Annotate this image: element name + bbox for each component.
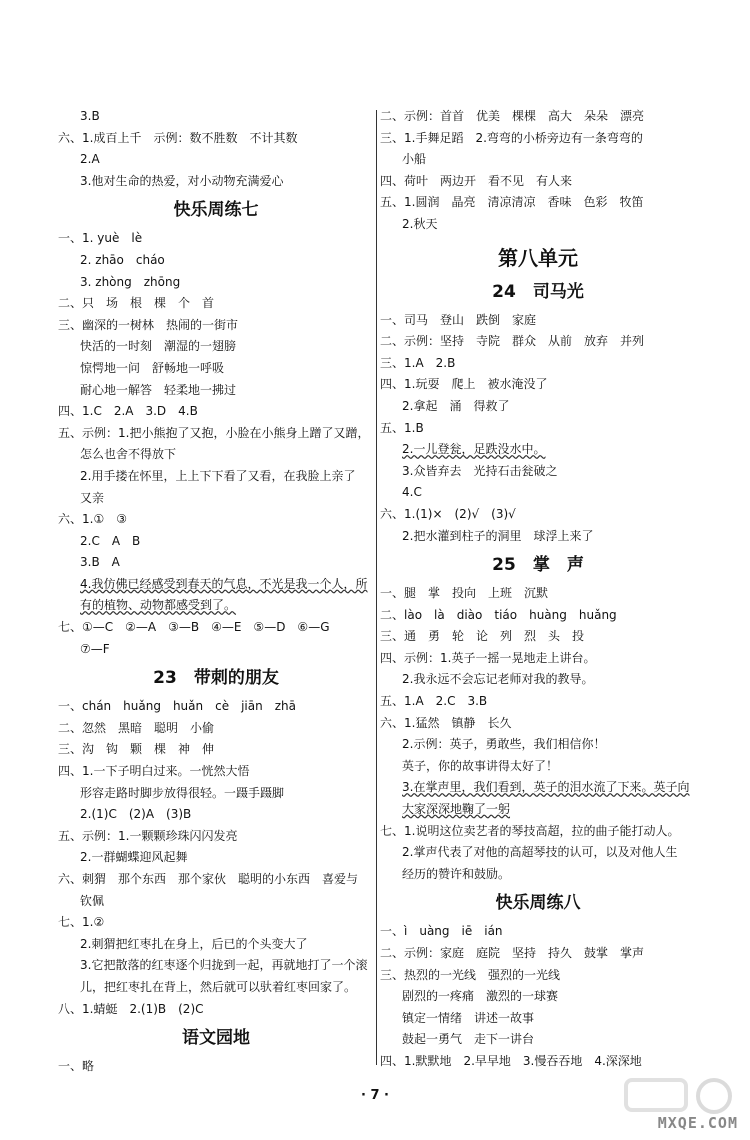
answer-text: 儿，把红枣扎在背上，然后就可以驮着红枣回家了。 bbox=[80, 979, 357, 994]
answer-text: 三、幽深的一树林 热闹的一街市 bbox=[58, 317, 239, 332]
watermark-text: MXQE.COM bbox=[657, 1114, 738, 1132]
answer-line bbox=[58, 423, 374, 445]
answer-text: 3.众皆弃去 光持石击瓮破之 bbox=[402, 463, 558, 478]
answer-line bbox=[58, 826, 374, 848]
answer-line bbox=[380, 605, 696, 627]
answer-line bbox=[58, 250, 374, 272]
answer-text: 4.我仿佛已经感受到春天的气息，不光是我一个人，所 bbox=[80, 576, 368, 591]
answer-text: 惊愕地一问 舒畅地一呼吸 bbox=[80, 360, 225, 375]
answer-line bbox=[58, 891, 374, 913]
answer-line bbox=[380, 526, 696, 548]
answer-line bbox=[380, 331, 696, 353]
answer-text: 三、沟 钩 颗 棵 神 伸 bbox=[58, 742, 215, 757]
answer-line bbox=[58, 977, 374, 999]
answer-line bbox=[380, 461, 696, 483]
answer-text: 2.用手搂在怀里，上上下下看了又看，在我脸上亲了 bbox=[80, 468, 356, 483]
column-divider bbox=[376, 110, 377, 1065]
answer-text: 二、只 场 根 棵 个 首 bbox=[58, 296, 215, 311]
answer-text: 二、示例：家庭 庭院 坚持 持久 鼓掌 掌声 bbox=[380, 946, 645, 960]
answer-text: 八、1.蜻蜓 2.(1)B (2)C bbox=[58, 1001, 204, 1016]
answer-line bbox=[58, 574, 374, 596]
answer-line bbox=[380, 310, 696, 332]
answer-text: 四、1.C 2.A 3.D 4.B bbox=[58, 404, 198, 419]
answer-text: 2.掌声代表了对他的高超琴技的认可，以及对他人生 bbox=[402, 845, 678, 860]
answer-line bbox=[58, 293, 374, 315]
answer-text: 4.C bbox=[402, 485, 422, 500]
answer-line bbox=[58, 804, 374, 826]
right-column bbox=[380, 106, 696, 1073]
answer-text: ⑦—F bbox=[80, 641, 110, 656]
answer-text: 三、1.A 2.B bbox=[380, 355, 456, 370]
answer-line bbox=[380, 756, 696, 778]
answer-line bbox=[58, 488, 374, 510]
answer-text: 四、1.默默地 2.早早地 3.慢吞吞地 4.深深地 bbox=[380, 1053, 642, 1068]
heading-text: 第八单元 bbox=[498, 245, 578, 270]
answer-text: 六、1.成百上千 示例：数不胜数 不计其数 bbox=[58, 130, 298, 145]
answer-text: 3.B bbox=[80, 109, 100, 123]
left-column bbox=[58, 106, 374, 1078]
answer-line bbox=[58, 106, 374, 128]
section-heading bbox=[380, 246, 696, 270]
answer-line bbox=[380, 777, 696, 799]
answer-text: 快活的一时刻 潮湿的一翅膀 bbox=[80, 339, 237, 354]
answer-line bbox=[58, 272, 374, 294]
heading-text: 24 司马光 bbox=[492, 281, 584, 302]
answer-line bbox=[380, 1051, 696, 1073]
answer-text: 一、1. yuè lè bbox=[58, 231, 143, 246]
answer-text: 一、腿 掌 投向 上班 沉默 bbox=[380, 586, 549, 601]
answer-line bbox=[58, 509, 374, 531]
answer-line bbox=[58, 444, 374, 466]
answer-line bbox=[58, 639, 374, 661]
answer-text: 七、1.② bbox=[58, 915, 105, 930]
answer-line bbox=[58, 718, 374, 740]
answer-line bbox=[380, 374, 696, 396]
heading-text: 23 带刺的朋友 bbox=[153, 668, 279, 689]
answer-line bbox=[380, 192, 696, 214]
answer-text: 六、刺猬 那个东西 那个家伙 聪明的小东西 喜爱与 bbox=[58, 872, 359, 886]
answer-text: 三、通 勇 轮 论 列 烈 头 投 bbox=[380, 629, 585, 644]
answer-line bbox=[380, 439, 696, 461]
answer-text: 四、1.玩耍 爬上 被水淹没了 bbox=[380, 377, 548, 392]
answer-line bbox=[380, 821, 696, 843]
answer-line bbox=[380, 396, 696, 418]
answer-text: 五、1.圆润 晶亮 清凉清凉 香味 色彩 牧笛 bbox=[380, 195, 644, 210]
answer-text: 2.我永远不会忘记老师对我的教导。 bbox=[402, 672, 594, 687]
answer-line bbox=[380, 943, 696, 965]
answer-text: 2.一群蝴蝶迎风起舞 bbox=[80, 850, 188, 865]
answer-text: 五、1.A 2.C 3.B bbox=[380, 694, 488, 709]
answer-line bbox=[380, 842, 696, 864]
answer-text: 二、示例：坚持 寺院 群众 从前 放弃 并列 bbox=[380, 334, 645, 349]
answer-text: 怎么也舍不得放下 bbox=[80, 447, 177, 462]
answer-line bbox=[58, 999, 374, 1021]
answer-text: 六、1.① ③ bbox=[58, 512, 127, 527]
answer-line bbox=[380, 171, 696, 193]
answer-text: 鼓起一勇气 走下一讲台 bbox=[402, 1032, 535, 1047]
answer-line bbox=[380, 734, 696, 756]
answer-text: 3.在掌声里，我们看到，英子的泪水流了下来。英子向 bbox=[402, 780, 690, 795]
answer-line bbox=[380, 128, 696, 150]
answer-text: 三、热烈的一光线 强烈的一光线 bbox=[380, 967, 561, 982]
answer-line bbox=[58, 955, 374, 977]
answer-line bbox=[58, 847, 374, 869]
answer-line bbox=[58, 739, 374, 761]
answer-line bbox=[380, 799, 696, 821]
answer-text: 钦佩 bbox=[80, 893, 105, 908]
answer-line bbox=[380, 864, 696, 886]
answer-line bbox=[380, 149, 696, 171]
answer-text: 大家深深地鞠了一躬 bbox=[402, 802, 511, 817]
answer-text: 经历的赞许和鼓励。 bbox=[402, 866, 511, 881]
answer-line bbox=[58, 149, 374, 171]
answer-text: 一、略 bbox=[58, 1059, 95, 1074]
heading-text: 25 掌 声 bbox=[492, 555, 584, 576]
answer-text: 七、①—C ②—A ③—B ④—E ⑤—D ⑥—G bbox=[58, 620, 330, 635]
answer-line bbox=[58, 531, 374, 553]
answer-text: 四、1.一下子明白过来。一恍然大悟 bbox=[58, 764, 250, 779]
answer-text: 五、示例：1.把小熊抱了又抱，小脸在小熊身上蹭了又蹭， bbox=[58, 425, 370, 440]
heading-text: 快乐周练八 bbox=[495, 893, 581, 914]
answer-line bbox=[58, 380, 374, 402]
answer-text: 3.B A bbox=[80, 555, 120, 570]
heading-text: 快乐周练七 bbox=[173, 200, 259, 221]
answer-line bbox=[380, 106, 696, 128]
answer-text: 镇定一情绪 讲述一故事 bbox=[402, 1010, 535, 1025]
answer-line bbox=[58, 401, 374, 423]
answer-line bbox=[380, 504, 696, 526]
answer-text: 四、荷叶 两边开 看不见 有人来 bbox=[380, 173, 573, 188]
answer-line bbox=[58, 336, 374, 358]
answer-line bbox=[380, 965, 696, 987]
answer-text: 2.A bbox=[80, 152, 100, 167]
answer-line bbox=[58, 171, 374, 193]
answer-text: 三、1.手舞足蹈 2.弯弯的小桥旁边有一条弯弯的 bbox=[380, 130, 643, 145]
answer-line bbox=[380, 691, 696, 713]
section-heading bbox=[380, 553, 696, 577]
answer-line bbox=[58, 466, 374, 488]
answer-line bbox=[58, 358, 374, 380]
answer-line bbox=[58, 128, 374, 150]
answer-text: 2.示例：英子，勇敢些，我们相信你！ bbox=[402, 737, 606, 752]
answer-line bbox=[380, 214, 696, 236]
answer-text: 2.一儿登瓮，足跌没水中。 bbox=[402, 442, 546, 457]
answer-text: 二、示例：首首 优美 棵棵 高大 朵朵 漂亮 bbox=[380, 109, 645, 123]
answer-text: 2.(1)C (2)A (3)B bbox=[80, 807, 192, 822]
answer-line bbox=[58, 595, 374, 617]
section-heading bbox=[380, 891, 696, 915]
answer-text: 剧烈的一疼痛 激烈的一球赛 bbox=[402, 989, 559, 1004]
answer-text: 一、chán huǎng huǎn cè jiān zhā bbox=[58, 699, 296, 714]
heading-text: 语文园地 bbox=[182, 1028, 250, 1049]
answer-text: 2.秋天 bbox=[402, 216, 438, 231]
answer-line bbox=[58, 552, 374, 574]
answer-line bbox=[58, 228, 374, 250]
answer-line bbox=[58, 912, 374, 934]
answer-text: 六、1.猛然 镇静 长久 bbox=[380, 715, 512, 730]
answer-text: 有的植物、动物都感受到了。 bbox=[80, 598, 237, 613]
answer-text: 2.C A B bbox=[80, 533, 141, 548]
answer-text: 英子，你的故事讲得太好了！ bbox=[402, 758, 559, 773]
answer-line bbox=[58, 315, 374, 337]
answer-line bbox=[58, 1056, 374, 1078]
answer-text: 一、司马 登山 跌倒 家庭 bbox=[380, 312, 537, 327]
section-heading bbox=[58, 1026, 374, 1050]
answer-text: 形容走路时脚步放得很轻。一蹑手蹑脚 bbox=[80, 785, 285, 800]
answer-text: 又亲 bbox=[80, 490, 105, 505]
section-heading bbox=[58, 666, 374, 690]
answer-text: 二、lào là diào tiáo huàng huǎng bbox=[380, 607, 617, 622]
answer-line bbox=[380, 626, 696, 648]
answer-text: 3.他对生命的热爱，对小动物充满爱心 bbox=[80, 173, 284, 188]
answer-line bbox=[380, 648, 696, 670]
answer-line bbox=[380, 986, 696, 1008]
answer-text: 四、示例：1.英子一摇一晃地走上讲台。 bbox=[380, 650, 596, 665]
answer-line bbox=[380, 921, 696, 943]
answer-text: 二、忽然 黑暗 聪明 小偷 bbox=[58, 720, 215, 735]
answer-text: 耐心地一解答 轻柔地一拂过 bbox=[80, 382, 237, 397]
answer-text: 五、示例：1.一颗颗珍珠闪闪发亮 bbox=[58, 828, 238, 843]
page-number: · 7 · bbox=[361, 1088, 389, 1103]
answer-line bbox=[380, 482, 696, 504]
answer-text: 六、1.(1)× (2)√ (3)√ bbox=[380, 506, 516, 521]
answer-line bbox=[380, 1029, 696, 1051]
answer-line bbox=[58, 869, 374, 891]
answer-line bbox=[380, 713, 696, 735]
answer-line bbox=[380, 353, 696, 375]
answer-line bbox=[58, 934, 374, 956]
answer-line bbox=[380, 418, 696, 440]
answer-text: 2.拿起 涌 得救了 bbox=[402, 398, 510, 413]
answer-line bbox=[58, 761, 374, 783]
section-heading bbox=[380, 280, 696, 304]
answer-text: 七、1.说明这位卖艺者的琴技高超，拉的曲子能打动人。 bbox=[380, 823, 680, 838]
answer-line bbox=[58, 783, 374, 805]
answer-text: 一、ì uàng iē ián bbox=[380, 924, 503, 939]
answer-line bbox=[380, 1008, 696, 1030]
answer-text: 小船 bbox=[402, 152, 427, 167]
answer-text: 五、1.B bbox=[380, 420, 424, 435]
answer-line bbox=[380, 583, 696, 605]
answer-text: 3.它把散落的红枣逐个归拢到一起，再就地打了一个滚 bbox=[80, 958, 368, 973]
answer-line bbox=[58, 617, 374, 639]
answer-text: 2. zhāo cháo bbox=[80, 252, 165, 267]
answer-text: 3. zhòng zhōng bbox=[80, 274, 181, 289]
section-heading bbox=[58, 198, 374, 222]
answer-line bbox=[58, 696, 374, 718]
answer-text: 2.把水灌到柱子的洞里 球浮上来了 bbox=[402, 528, 594, 543]
answer-line bbox=[380, 669, 696, 691]
answer-text: 2.刺猬把红枣扎在身上，后已的个头变大了 bbox=[80, 936, 308, 951]
